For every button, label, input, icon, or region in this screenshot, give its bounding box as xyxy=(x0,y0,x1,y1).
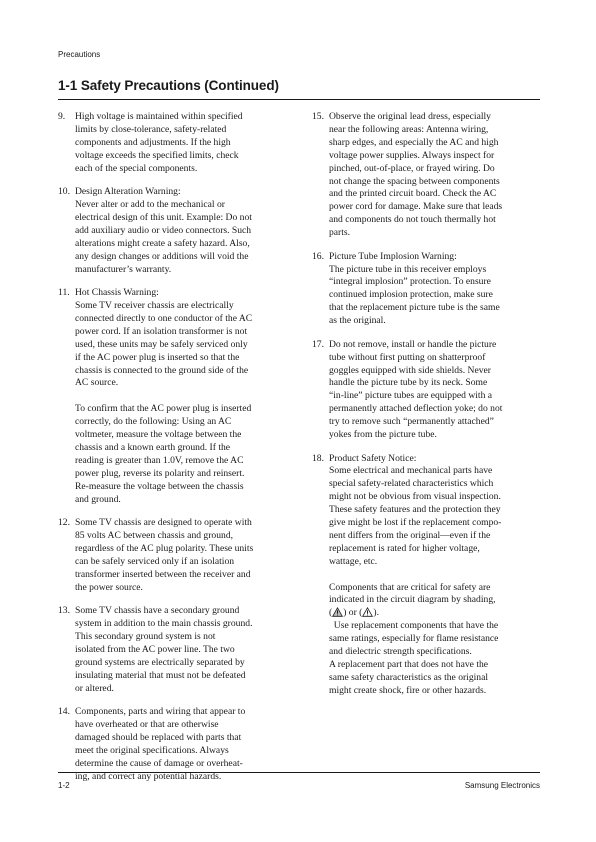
text-line: Design Alteration Warning: xyxy=(75,186,181,198)
list-item xyxy=(312,453,540,698)
text-line: To confirm that the AC power plug is inserted xyxy=(75,403,252,415)
text-line: reading is greater than 1.0V, remove the AC xyxy=(75,454,244,466)
text-line: AC source. xyxy=(75,377,119,389)
text-line: voltage exceeds the specified limits, check xyxy=(75,149,239,161)
text-line: correctly, do the following: Using an AC xyxy=(75,416,232,428)
item-number: 17. xyxy=(312,338,324,350)
text-line: wattage, etc. xyxy=(329,555,378,567)
text-line: Components that are critical for safety are xyxy=(329,581,491,593)
list-item xyxy=(312,111,540,240)
text-line: This secondary ground system is not xyxy=(75,630,216,642)
item-body xyxy=(329,111,540,240)
text-line: pinched, out-of-place, or frayed wiring. Do xyxy=(329,162,495,174)
text-line: A replacement part that does not have the xyxy=(329,659,489,671)
paragraph-gap xyxy=(75,390,278,403)
text-line: transformer inserted between the receiver and xyxy=(75,568,251,580)
text-line: power plug, reverse its polarity and reinsert. xyxy=(75,467,245,479)
text-line: regardless of the AC plug polarity. These units xyxy=(75,542,254,554)
symbol-open: ( xyxy=(329,607,333,619)
text-line: Use replacement components that have the xyxy=(329,620,499,632)
text-line: limits by close-tolerance, safety-related xyxy=(75,123,227,135)
text-line: ground systems are electrically separated by xyxy=(75,656,245,668)
page-title: 1-1 Safety Precautions (Continued) xyxy=(58,78,279,93)
text-line: nent differs from the original—even if the xyxy=(329,529,491,541)
text-line: alterations might create a safety hazard. Also, xyxy=(75,237,250,249)
text-line: ing, and correct any potential hazards. xyxy=(75,770,222,782)
text-line: manufacturer’s warranty. xyxy=(75,263,172,275)
text-line: power cord for damage. Make sure that leads xyxy=(329,201,503,213)
footer-brand: Samsung Electronics xyxy=(464,781,540,790)
text-line: and components do not touch thermally hot xyxy=(329,214,496,226)
text-line: tube without first putting on shatterproof xyxy=(329,351,486,363)
item-body xyxy=(75,517,278,594)
list-item xyxy=(312,251,540,328)
text-line: Some TV chassis are designed to operate with xyxy=(75,517,252,529)
section-label: Precautions xyxy=(58,50,101,59)
symbol-close: ). xyxy=(373,607,379,619)
item-body xyxy=(329,339,540,442)
text-line: and dielectric strength specifications. xyxy=(329,646,472,658)
item-number: 13. xyxy=(58,605,70,617)
text-line: Some electrical and mechanical parts have xyxy=(329,465,493,477)
text-line: Components, parts and wiring that appear to xyxy=(75,706,246,718)
text-line: connected directly to one conductor of the AC xyxy=(75,312,253,324)
text-line: any design changes or additions will void the xyxy=(75,250,249,262)
text-line: system in addition to the main chassis ground. xyxy=(75,617,253,629)
item-number: 14. xyxy=(58,706,70,718)
text-line: if the AC power plug is inserted so that the xyxy=(75,351,240,363)
text-line: goggles equipped with side shields. Never xyxy=(329,364,491,376)
list-item xyxy=(58,111,278,176)
list-item xyxy=(58,186,278,276)
text-line: the power source. xyxy=(75,581,143,593)
text-line: Some TV receiver chassis are electrically xyxy=(75,299,234,311)
text-line: replacement is rated for higher voltage, xyxy=(329,542,480,554)
item-number: 18. xyxy=(312,452,324,464)
item-body xyxy=(75,605,278,695)
item-number: 16. xyxy=(312,250,324,262)
text-line: meet the original specifications. Always xyxy=(75,744,229,756)
text-line: damaged should be replaced with parts that xyxy=(75,731,242,743)
text-line: might not be obvious from visual inspection. xyxy=(329,491,501,503)
text-line: High voltage is maintained within specified xyxy=(75,111,243,122)
text-line: Do not remove, install or handle the picture xyxy=(329,338,497,350)
text-line: and the printed circuit board. Check the AC xyxy=(329,188,497,200)
paragraph-gap xyxy=(329,569,540,582)
text-line: might create shock, fire or other hazards. xyxy=(329,684,487,696)
text-line: insulating material that must not be defeated xyxy=(75,669,246,681)
text-line: special safety-related characteristics which xyxy=(329,478,494,490)
warning-triangle-shaded-icon xyxy=(332,607,343,617)
text-line: try to remove such “permanently attached” xyxy=(329,416,494,428)
right-column xyxy=(312,111,540,708)
warning-triangle-icon xyxy=(362,607,373,617)
text-line: Picture Tube Implosion Warning: xyxy=(329,250,457,262)
list-item xyxy=(312,339,540,442)
item-body xyxy=(75,186,278,276)
text-line: indicated in the circuit diagram by shading, xyxy=(329,594,496,606)
text-line: These safety features and the protection they xyxy=(329,504,501,516)
page-number: 1-2 xyxy=(58,781,70,790)
text-line: near the following areas: Antenna wiring, xyxy=(329,123,489,135)
text-line: permanently attached deflection yoke; do not xyxy=(329,403,503,415)
text-line: have overheated or that are otherwise xyxy=(75,718,219,730)
item-body xyxy=(329,251,540,328)
text-line: Re-measure the voltage between the chassis xyxy=(75,480,244,492)
item-number: 9. xyxy=(58,111,66,122)
text-line: “integral implosion” protection. To ensure xyxy=(329,276,491,288)
item-number: 11. xyxy=(58,287,70,299)
text-line: power cord. If an isolation transformer is not xyxy=(75,325,248,337)
text-line: Some TV chassis have a secondary ground xyxy=(75,605,240,617)
text-line: handle the picture tube by its neck. Some xyxy=(329,377,488,389)
text-line: voltmeter, measure the voltage between the xyxy=(75,429,242,441)
text-line: can be safely serviced only if an isolation xyxy=(75,555,235,567)
text-line: give might be lost if the replacement compo- xyxy=(329,517,502,529)
text-line: Hot Chassis Warning: xyxy=(75,287,159,299)
item-body xyxy=(75,111,278,176)
text-line: not change the spacing between components xyxy=(329,175,500,187)
text-line: yokes from the picture tube. xyxy=(329,429,437,441)
list-item xyxy=(58,605,278,695)
text-line: 85 volts AC between chassis and ground, xyxy=(75,529,234,541)
safety-symbol-line xyxy=(329,607,540,620)
text-line: Never alter or add to the mechanical or xyxy=(75,199,225,211)
text-line: electrical design of this unit. Example: Do not xyxy=(75,211,252,223)
item-number: 15. xyxy=(312,111,324,122)
text-line: same safety characteristics as the original xyxy=(329,671,489,683)
text-line: add auxiliary audio or video connectors. Such xyxy=(75,224,252,236)
text-line: chassis is connected to the ground side of the xyxy=(75,364,249,376)
text-line: and ground. xyxy=(75,493,121,505)
item-number: 10. xyxy=(58,186,70,198)
text-line: determine the cause of damage or overheat- xyxy=(75,757,243,769)
title-divider xyxy=(58,99,540,100)
text-line: parts. xyxy=(329,227,351,239)
text-line: components and adjustments. If the high xyxy=(75,136,231,148)
text-line: that the replacement picture tube is the same xyxy=(329,302,500,314)
footer-divider xyxy=(58,772,540,773)
text-line: continued implosion protection, make sure xyxy=(329,289,493,301)
text-line: “in-line” picture tubes are equipped with a xyxy=(329,390,493,402)
symbol-separator: ) or ( xyxy=(343,607,363,619)
text-line: Observe the original lead dress, especially xyxy=(329,111,491,122)
text-line: Product Safety Notice: xyxy=(329,452,417,464)
text-line: as the original. xyxy=(329,315,386,327)
item-body xyxy=(329,453,540,698)
text-line: or altered. xyxy=(75,682,114,694)
text-line: isolated from the AC power line. The two xyxy=(75,643,235,655)
item-body xyxy=(75,287,278,506)
text-line: each of the special components. xyxy=(75,162,198,174)
list-item xyxy=(58,287,278,506)
text-line: same ratings, especially for flame resistance xyxy=(329,633,499,645)
text-line: used, these units may be safely serviced only xyxy=(75,338,248,350)
text-line: chassis and a known earth ground. If the xyxy=(75,441,231,453)
left-column xyxy=(58,111,278,794)
text-line: sharp edges, and especially the AC and high xyxy=(329,136,499,148)
text-line: voltage power supplies. Always inspect for xyxy=(329,149,495,161)
item-number: 12. xyxy=(58,517,70,529)
text-line: The picture tube in this receiver employs xyxy=(329,263,487,275)
list-item xyxy=(58,517,278,594)
